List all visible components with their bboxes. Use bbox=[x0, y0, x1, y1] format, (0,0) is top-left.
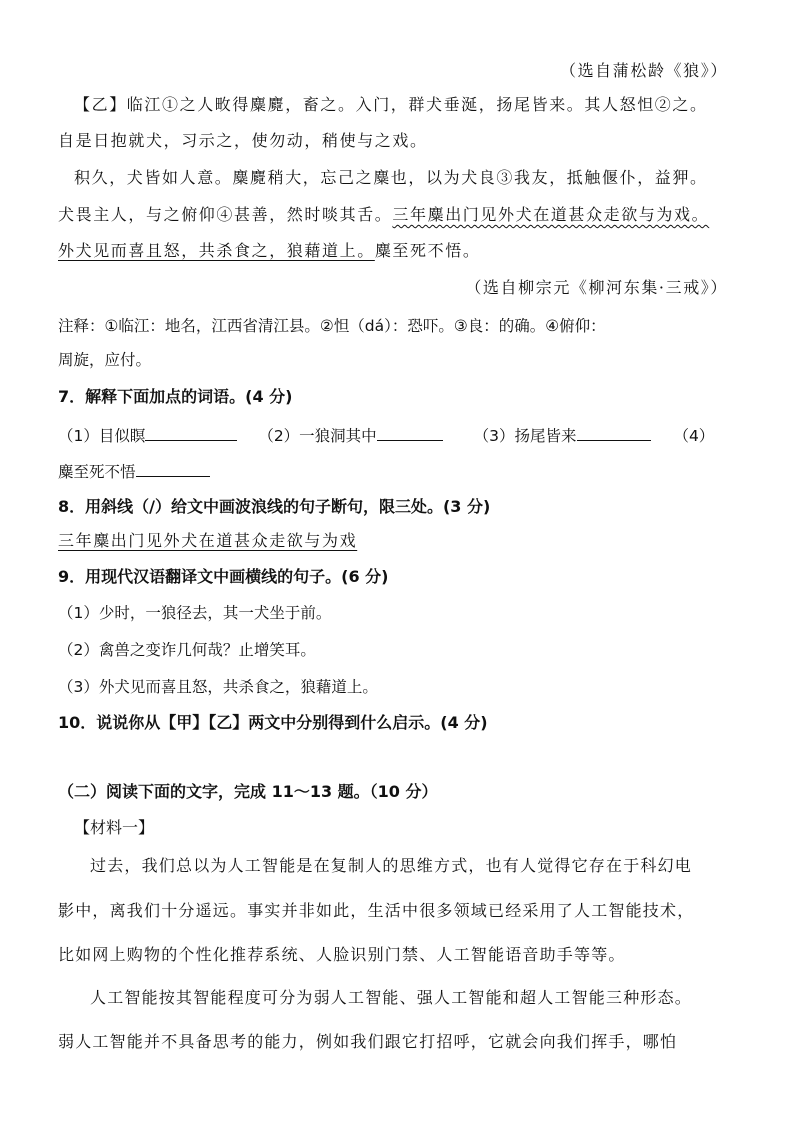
question-8-title: 8．用斜线（/）给文中画波浪线的句子断句，限三处。(3 分) bbox=[58, 497, 491, 516]
answer-blank-3[interactable] bbox=[577, 424, 651, 441]
yi-paragraph-2-line-3 bbox=[58, 241, 480, 261]
underlined-sentence: 外犬见而喜且怒，共杀食之，狼藉道上。 bbox=[58, 241, 375, 260]
notes-line-2: 周旋，应付。 bbox=[58, 351, 152, 369]
question-9-title: 9．用现代汉语翻译文中画横线的句子。(6 分) bbox=[58, 567, 389, 586]
yi-text-segment: 犬畏主人，与之俯仰④甚善，然时啖其舌。 bbox=[58, 205, 393, 224]
question-9-item-1: （1）少时，一狼径去，其一犬坐于前。 bbox=[58, 604, 332, 622]
yi-paragraph-2-line-2 bbox=[58, 205, 709, 225]
answer-blank-4[interactable] bbox=[136, 460, 210, 477]
notes-line-1: 注释：①临江：地名，江西省清江县。②怛（dá）：恐吓。③良：的确。④俯仰： bbox=[58, 317, 606, 335]
q7-item-3: （3）扬尾皆来 bbox=[473, 427, 577, 445]
wavy-underlined-sentence: 三年麋出门见外犬在道甚众走欲与为戏。 bbox=[392, 205, 710, 224]
section-2-title: （二）阅读下面的文字，完成 11～13 题。（10 分） bbox=[58, 782, 438, 801]
question-7-item-4-continued bbox=[58, 460, 226, 482]
material-1-paragraph-1-line-3: 比如网上购物的个性化推荐系统、人脸识别门禁、人工智能语音助手等等。 bbox=[58, 945, 626, 964]
question-9-item-2: （2）禽兽之变诈几何哉？止增笑耳。 bbox=[58, 641, 316, 659]
material-1-paragraph-1-line-2: 影中，离我们十分遥远。事实并非如此，生活中很多领域已经采用了人工智能技术， bbox=[58, 901, 695, 920]
material-1-paragraph-2-line-1: 人工智能按其智能程度可分为弱人工智能、强人工智能和超人工智能三种形态。 bbox=[90, 988, 693, 1007]
yi-paragraph-2-line-1: 积久，犬皆如人意。麋麑稍大，忘己之麋也，以为犬良③我友，抵触偃仆，益狎。 bbox=[74, 168, 708, 187]
answer-blank-2[interactable] bbox=[377, 424, 443, 441]
material-1-paragraph-2-line-2: 弱人工智能并不具备思考的能力，例如我们跟它打招呼，它就会向我们挥手，哪怕 bbox=[58, 1032, 678, 1051]
question-7-items bbox=[58, 424, 714, 446]
question-7-title: 7．解释下面加点的词语。(4 分) bbox=[58, 387, 293, 406]
q7-item-4: （4） bbox=[673, 427, 715, 445]
question-9-item-3: （3）外犬见而喜且怒，共杀食之，狼藉道上。 bbox=[58, 678, 378, 696]
question-10-title: 10．说说你从【甲】【乙】两文中分别得到什么启示。(4 分) bbox=[58, 713, 488, 732]
yi-paragraph-1-line-2: 自是日抱就犬，习示之，使勿动，稍使与之戏。 bbox=[58, 131, 428, 150]
question-8-sentence: 三年麋出门见外犬在道甚众走欲与为戏 bbox=[58, 531, 358, 550]
source-liu: （选自柳宗元《柳河东集·三戒》） bbox=[465, 278, 728, 297]
q7-item-1: （1）目似瞑 bbox=[58, 427, 146, 445]
material-1-paragraph-1-line-1: 过去，我们总以为人工智能是在复制人的思维方式，也有人觉得它存在于科幻电 bbox=[90, 856, 693, 875]
q7-item-2: （2）一狼洞其中 bbox=[258, 427, 377, 445]
answer-blank-1[interactable] bbox=[145, 424, 237, 441]
material-1-label: 【材料一】 bbox=[74, 818, 155, 837]
yi-text-segment: 麋至死不悟。 bbox=[374, 241, 481, 260]
q7-item-4-text: 麋至死不悟 bbox=[58, 463, 136, 481]
source-wolf: （选自蒲松龄《狼》） bbox=[559, 61, 728, 80]
yi-paragraph-1-line-1: 【乙】临江①之人畋得麋麑，畜之。入门，群犬垂涎，扬尾皆来。其人怒怛②之。 bbox=[74, 95, 708, 114]
